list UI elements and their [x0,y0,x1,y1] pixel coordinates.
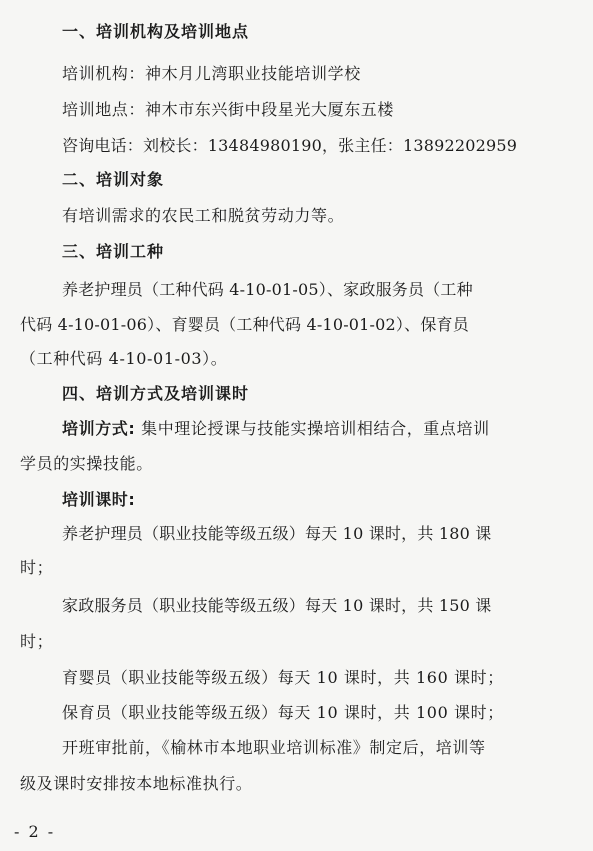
contact-phone-line: 咨询电话：刘校长：13484980190，张主任：13892202959 [62,136,518,155]
training-method-label: 培训方式: [62,419,136,438]
training-location-line: 培训地点：神木市东兴街中段星光大厦东五楼 [62,100,395,119]
job-types-line-2: 代码 4-10-01-06）、育婴员（工种代码 4-10-01-02）、保育员 [20,315,469,334]
section-4-heading: 四、培训方式及培训课时 [62,384,250,403]
hours-housekeeping-line-1: 家政服务员（职业技能等级五级）每天 10 课时，共 150 课 [62,596,492,615]
note-line-2: 级及课时安排按本地标准执行。 [20,774,253,793]
hours-nursery-line: 育婴员（职业技能等级五级）每天 10 课时，共 160 课时； [62,668,504,687]
training-hours-label: 培训课时: [62,490,136,509]
section-1-heading: 一、培训机构及培训地点 [62,22,250,41]
job-types-line-3: （工种代码 4-10-01-03）。 [20,349,228,368]
job-types-line-1: 养老护理员（工种代码 4-10-01-05）、家政服务员（工种 [62,280,473,299]
note-line-1: 开班审批前，《榆林市本地职业培训标准》制定后，培训等 [62,738,486,757]
section-2-heading: 二、培训对象 [62,170,165,189]
section-3-heading: 三、培训工种 [62,242,165,261]
training-org-line: 培训机构：神木月儿湾职业技能培训学校 [62,64,361,83]
hours-elderly-care-line-2: 时； [20,558,54,577]
hours-childcare-line: 保育员（职业技能等级五级）每天 10 课时，共 100 课时； [62,703,504,722]
training-method-line [62,419,490,439]
target-audience-line: 有培训需求的农民工和脱贫劳动力等。 [62,206,345,225]
training-method-cont: 学员的实操技能。 [20,454,153,473]
hours-elderly-care-line-1: 养老护理员（职业技能等级五级）每天 10 课时，共 180 课 [62,524,492,543]
page-number: - 2 - [14,822,56,841]
training-method-text: 集中理论授课与技能实操培训相结合，重点培训 [135,419,490,438]
hours-housekeeping-line-2: 时； [20,632,54,651]
